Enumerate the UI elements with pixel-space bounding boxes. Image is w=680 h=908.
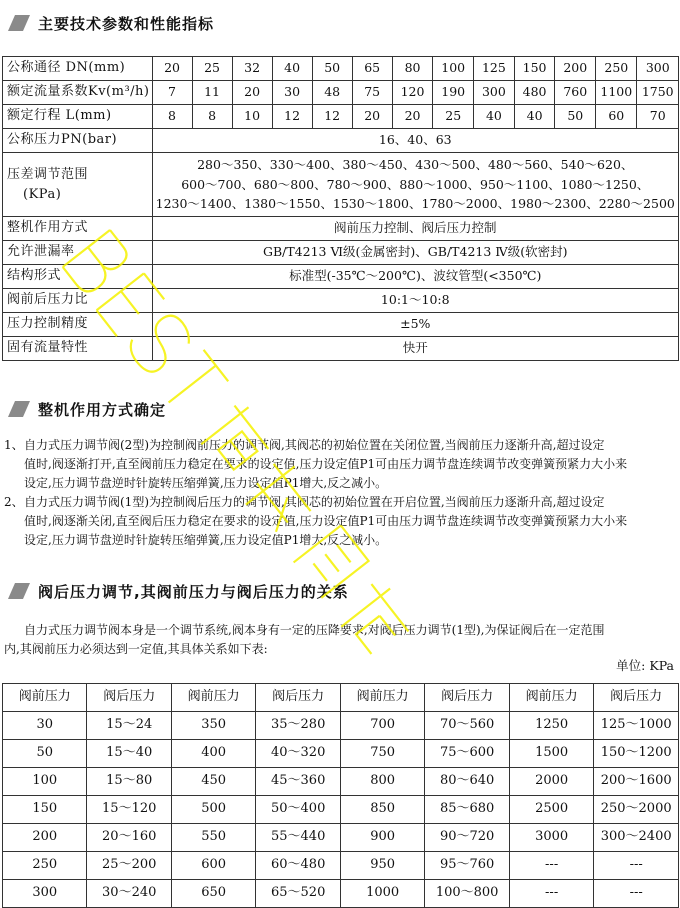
- table-cell: 75～600: [425, 740, 510, 768]
- kv-cell: 190: [433, 81, 474, 105]
- dn-cell: 50: [312, 57, 352, 81]
- table-cell: 150: [3, 796, 87, 824]
- stroke-cell: 10: [232, 105, 272, 129]
- table-cell: 300: [3, 880, 87, 908]
- table-cell: 250: [3, 852, 87, 880]
- ratio-value: 10:1～10:8: [152, 289, 679, 313]
- table-cell: 3000: [509, 824, 593, 852]
- table-cell: 50～400: [256, 796, 340, 824]
- parallelogram-icon: [8, 583, 30, 599]
- header-before-pressure: 阀前压力: [3, 684, 87, 712]
- pressure-table: [2, 683, 679, 908]
- table-cell: 55～440: [256, 824, 340, 852]
- kv-cell: 75: [352, 81, 392, 105]
- stroke-cell: 20: [352, 105, 392, 129]
- ratio-label: 阀前后压力比: [3, 289, 153, 313]
- paragraph-line: 自力式压力调节阀本身是一个调节系统,阀本身有一定的压降要求,对阀后压力调节(1型),为保证阀后在一定范围: [24, 623, 605, 637]
- table-row: [3, 265, 679, 289]
- table-cell: 300～2400: [594, 824, 679, 852]
- table-cell: 800: [340, 768, 424, 796]
- dn-cell: 40: [272, 57, 312, 81]
- section-title-mode: 整机作用方式确定: [38, 400, 167, 419]
- dn-cell: 200: [555, 57, 596, 81]
- table-cell: 650: [171, 880, 255, 908]
- kv-cell: 760: [555, 81, 596, 105]
- table-cell: 95～760: [425, 852, 510, 880]
- table-cell: 250～2000: [594, 796, 679, 824]
- mode-paragraph-2: [4, 493, 678, 550]
- range-line: 600～700、680～800、780～900、880～1000、950～1100、1080～1250、: [181, 176, 650, 192]
- table-cell: 40～320: [256, 740, 340, 768]
- header-after-pressure: 阀后压力: [594, 684, 679, 712]
- spec-table: [2, 56, 679, 361]
- dn-cell: 20: [152, 57, 192, 81]
- flow-label: 固有流量特性: [3, 337, 153, 361]
- stroke-cell: 12: [272, 105, 312, 129]
- header-before-pressure: 阀前压力: [509, 684, 593, 712]
- paragraph-line: 设定,压力调节盘逆时针旋转压缩弹簧,压力设定值P1增大,反之减小。: [24, 476, 388, 490]
- table-row: [3, 796, 679, 824]
- table-row: [3, 217, 679, 241]
- kv-cell: 7: [152, 81, 192, 105]
- header-before-pressure: 阀前压力: [171, 684, 255, 712]
- table-cell: 900: [340, 824, 424, 852]
- stroke-cell: 25: [433, 105, 474, 129]
- mode-value: 阀前压力控制、阀后压力控制: [152, 217, 679, 241]
- table-cell: 950: [340, 852, 424, 880]
- pressure-intro: [4, 621, 678, 659]
- kv-cell: 1750: [637, 81, 679, 105]
- table-row: [3, 852, 679, 880]
- paragraph-line: 设定,压力调节盘逆时针旋转压缩弹簧,压力设定值P1增大,反之减小。: [24, 533, 388, 547]
- table-cell: 25～200: [87, 852, 171, 880]
- table-row: [3, 105, 679, 129]
- table-cell: 15～120: [87, 796, 171, 824]
- kv-cell: 11: [192, 81, 232, 105]
- table-row: [3, 57, 679, 81]
- table-cell: 100～800: [425, 880, 510, 908]
- paragraph-line: 自力式压力调节阀(2型)为控制阀前压力的调节阀,其阀芯的初始位置在关闭位置,当阀前压力逐渐升高,超过设定: [24, 438, 605, 452]
- table-cell: 400: [171, 740, 255, 768]
- table-cell: 2500: [509, 796, 593, 824]
- table-cell: 200～1600: [594, 768, 679, 796]
- table-cell: 700: [340, 712, 424, 740]
- dn-cell: 100: [433, 57, 474, 81]
- table-row: [3, 337, 679, 361]
- table-row: [3, 880, 679, 908]
- table-row: [3, 768, 679, 796]
- accuracy-value: ±5%: [152, 313, 679, 337]
- kv-cell: 20: [232, 81, 272, 105]
- kv-cell: 120: [392, 81, 433, 105]
- paragraph-line: 内,其阀前压力必须达到一定值,其具体关系如下表:: [4, 642, 268, 656]
- table-cell: ---: [509, 880, 593, 908]
- table-row: [3, 824, 679, 852]
- stroke-cell: 40: [474, 105, 515, 129]
- table-cell: 750: [340, 740, 424, 768]
- paragraph-line: 自力式压力调节阀(1型)为控制阀后压力的调节阀,其阀芯的初始位置在开启位置,当阀前压力逐渐升高,超过设定: [24, 495, 605, 509]
- table-row: [3, 289, 679, 313]
- table-header-row: [3, 684, 679, 712]
- dn-cell: 80: [392, 57, 433, 81]
- kv-cell: 300: [474, 81, 515, 105]
- table-cell: 50: [3, 740, 87, 768]
- dn-cell: 150: [514, 57, 555, 81]
- dn-cell: 32: [232, 57, 272, 81]
- section-header-mode: [8, 398, 166, 420]
- kv-label: 额定流量系数Kv(m³/h): [3, 81, 153, 105]
- table-cell: 60～480: [256, 852, 340, 880]
- paragraph-number: 2、: [4, 495, 24, 509]
- table-cell: 35～280: [256, 712, 340, 740]
- table-row: [3, 740, 679, 768]
- table-cell: 550: [171, 824, 255, 852]
- stroke-cell: 8: [192, 105, 232, 129]
- stroke-cell: 8: [152, 105, 192, 129]
- table-cell: 15～40: [87, 740, 171, 768]
- table-cell: 150～1200: [594, 740, 679, 768]
- table-cell: 125～1000: [594, 712, 679, 740]
- unit-label: 单位: KPa: [616, 658, 674, 673]
- section-header-pressure: [8, 580, 349, 602]
- mode-paragraph-1: [4, 436, 678, 493]
- paragraph-line: 值时,阀逐渐关闭,直至阀后压力稳定在要求的设定值,压力设定值P1可由压力调节盘连续调节改变弹簧预紧力大小来: [24, 514, 628, 528]
- accuracy-label: 压力控制精度: [3, 313, 153, 337]
- mode-label: 整机作用方式: [3, 217, 153, 241]
- table-cell: 200: [3, 824, 87, 852]
- header-before-pressure: 阀前压力: [340, 684, 424, 712]
- table-cell: 100: [3, 768, 87, 796]
- table-cell: 1250: [509, 712, 593, 740]
- parallelogram-icon: [8, 401, 30, 417]
- dn-cell: 300: [637, 57, 679, 81]
- table-row: [3, 129, 679, 153]
- table-row: [3, 241, 679, 265]
- table-cell: 2000: [509, 768, 593, 796]
- header-after-pressure: 阀后压力: [425, 684, 510, 712]
- section-title-specs: 主要技术参数和性能指标: [38, 14, 215, 33]
- table-cell: 20～160: [87, 824, 171, 852]
- kv-cell: 30: [272, 81, 312, 105]
- stroke-cell: 70: [637, 105, 679, 129]
- table-cell: 600: [171, 852, 255, 880]
- table-cell: 1000: [340, 880, 424, 908]
- table-row: [3, 712, 679, 740]
- range-line: 280～350、330～400、380～450、430～500、480～560、540～620、: [197, 157, 634, 173]
- table-cell: 15～80: [87, 768, 171, 796]
- dn-cell: 65: [352, 57, 392, 81]
- dn-cell: 25: [192, 57, 232, 81]
- range-value: [152, 153, 679, 217]
- stroke-cell: 40: [514, 105, 555, 129]
- dn-cell: 125: [474, 57, 515, 81]
- table-cell: 1500: [509, 740, 593, 768]
- header-after-pressure: 阀后压力: [87, 684, 171, 712]
- paragraph-number: 1、: [4, 438, 24, 452]
- dn-cell: 250: [596, 57, 637, 81]
- struct-value: 标准型(-35℃～200℃)、波纹管型(<350℃): [152, 265, 679, 289]
- range-line: 1230～1400、1380～1550、1530～1800、1780～2000、1980～2300、2280～2500: [155, 196, 675, 212]
- table-row: [3, 81, 679, 105]
- table-cell: 85～680: [425, 796, 510, 824]
- flow-value: 快开: [152, 337, 679, 361]
- table-cell: ---: [509, 852, 593, 880]
- range-label-line: 压差调节范围: [7, 167, 89, 182]
- paragraph-line: 值时,阀逐渐打开,直至阀前压力稳定在要求的设定值,压力设定值P1可由压力调节盘连续调节改变弹簧预紧力大小来: [24, 457, 628, 471]
- table-cell: 15～24: [87, 712, 171, 740]
- stroke-cell: 60: [596, 105, 637, 129]
- stroke-cell: 50: [555, 105, 596, 129]
- kv-cell: 480: [514, 81, 555, 105]
- pn-label: 公称压力PN(bar): [3, 129, 153, 153]
- pn-value: 16、40、63: [152, 129, 679, 153]
- table-cell: ---: [594, 880, 679, 908]
- kv-cell: 1100: [596, 81, 637, 105]
- table-cell: 450: [171, 768, 255, 796]
- table-cell: 90～720: [425, 824, 510, 852]
- leak-value: GB/T4213 Ⅵ级(金属密封)、GB/T4213 Ⅳ级(软密封): [152, 241, 679, 265]
- table-cell: 80～640: [425, 768, 510, 796]
- dn-label: 公称通径 DN(mm): [3, 57, 153, 81]
- stroke-cell: 20: [392, 105, 433, 129]
- kv-cell: 48: [312, 81, 352, 105]
- header-after-pressure: 阀后压力: [256, 684, 340, 712]
- table-cell: 70～560: [425, 712, 510, 740]
- parallelogram-icon: [8, 15, 30, 31]
- leak-label: 允许泄漏率: [3, 241, 153, 265]
- table-cell: ---: [594, 852, 679, 880]
- table-cell: 30～240: [87, 880, 171, 908]
- table-row: [3, 153, 679, 217]
- table-cell: 350: [171, 712, 255, 740]
- table-cell: 45～360: [256, 768, 340, 796]
- section-title-pressure: 阀后压力调节,其阀前压力与阀后压力的关系: [38, 582, 349, 601]
- stroke-cell: 12: [312, 105, 352, 129]
- range-label: [3, 153, 153, 217]
- section-header-specs: [8, 12, 214, 34]
- table-row: [3, 313, 679, 337]
- range-label-unit: (KPa): [23, 186, 62, 202]
- table-cell: 65～520: [256, 880, 340, 908]
- table-cell: 500: [171, 796, 255, 824]
- stroke-label: 额定行程 L(mm): [3, 105, 153, 129]
- table-cell: 30: [3, 712, 87, 740]
- table-cell: 850: [340, 796, 424, 824]
- struct-label: 结构形式: [3, 265, 153, 289]
